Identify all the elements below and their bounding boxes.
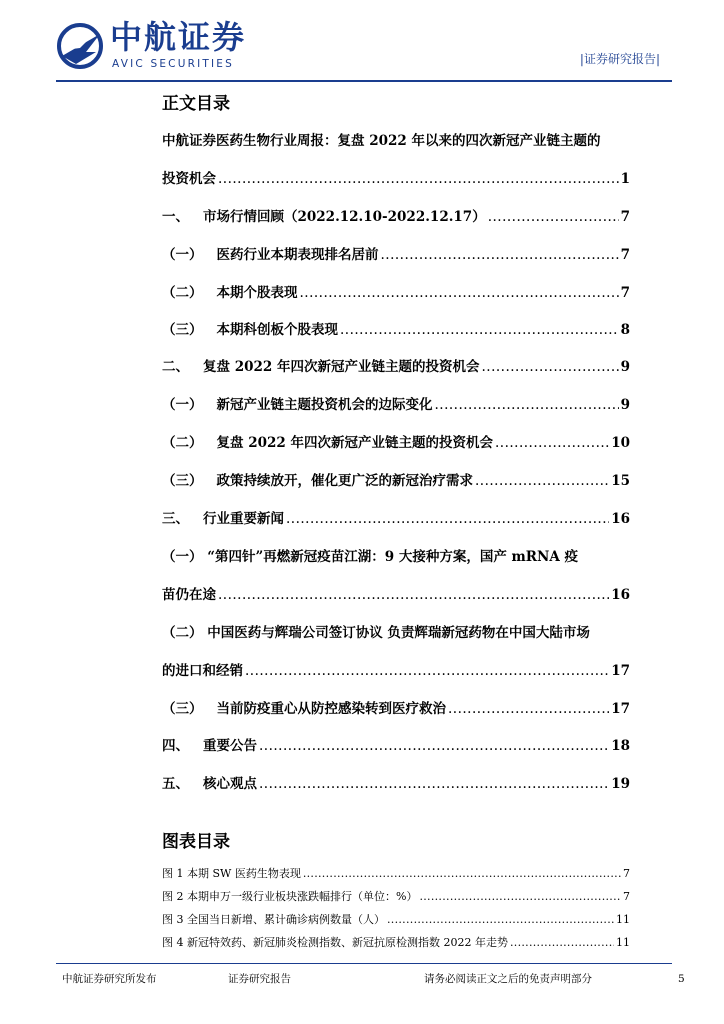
toc-entry-4[interactable] [162, 320, 630, 340]
dot-leader [488, 207, 619, 227]
toc-entry-label: 复盘 2022 年四次新冠产业链主题的投资机会 [216, 435, 493, 451]
toc-entry-13[interactable] [162, 736, 630, 756]
toc-entry-label: 核心观点 [203, 776, 257, 792]
toc-entry-11[interactable] [162, 661, 630, 681]
toc-entry-5[interactable] [162, 357, 630, 377]
toc-entry-0-line-1[interactable]: 中航证券医药生物行业周报：复盘 2022 年以来的四次新冠产业链主题的 [162, 133, 601, 149]
footer-report-type: 证券研究报告 [228, 973, 291, 985]
footer-divider [56, 963, 672, 964]
header-divider [56, 80, 672, 82]
page-number: 5 [678, 973, 685, 985]
toc-page-number: 9 [620, 397, 630, 413]
toc-entry-label: 行业重要新闻 [203, 511, 284, 527]
dot-leader [495, 433, 609, 453]
dot-leader [218, 585, 609, 605]
report-type-tag: |证券研究报告| [579, 52, 660, 66]
toc-entry-label: 市场行情回顾（2022.12.10-2022.12.17） [203, 209, 486, 225]
toc-entry-10-line-1[interactable]: （一） “第四针”再燃新冠疫苗江湖：9 大接种方案，国产 mRNA 疫 [162, 549, 579, 565]
toc-page-number: 19 [611, 776, 630, 792]
toc-page-number: 1 [620, 171, 630, 187]
toc-entry-number: 一、 [162, 209, 189, 225]
toc-entry-2[interactable] [162, 245, 630, 265]
toc-page-number: 17 [611, 701, 630, 717]
figure-entry-label: 图 4 新冠特效药、新冠肺炎检测指数、新冠抗原检测指数 2022 年走势 [162, 936, 508, 949]
dot-leader [419, 889, 621, 905]
logo-text-cn: 中航证券 [110, 18, 247, 56]
toc-entry-number: （三） [162, 322, 203, 338]
toc-entry-8[interactable] [162, 471, 630, 491]
toc-entry-number: （一） [162, 247, 203, 263]
toc-entry-label: 复盘 2022 年四次新冠产业链主题的投资机会 [203, 359, 480, 375]
figure-page-number: 7 [623, 890, 630, 903]
toc-page-number: 7 [620, 209, 630, 225]
logo-text-en: AVIC SECURITIES [112, 58, 234, 70]
toc-entry-1[interactable] [162, 207, 630, 227]
figure-entry-label: 图 3 全国当日新增、累计确诊病例数量（人） [162, 913, 385, 926]
figure-entry-label: 图 1 本期 SW 医药生物表现 [162, 867, 301, 880]
dot-leader [259, 774, 609, 794]
toc-page-number: 9 [620, 359, 630, 375]
toc-page-number: 17 [611, 663, 630, 679]
dot-leader [381, 245, 619, 265]
avic-logo-icon [56, 22, 106, 70]
toc-entry-label: 新冠产业链主题投资机会的边际变化 [216, 397, 433, 413]
toc-entry-12[interactable] [162, 699, 630, 719]
dot-leader [510, 935, 614, 951]
toc-entry-number: （二） [162, 285, 203, 301]
dot-leader [218, 169, 619, 189]
toc-entry-14[interactable] [162, 774, 630, 794]
toc-entry-label: 苗仍在途 [162, 587, 216, 603]
toc-entry-label: 本期科创板个股表现 [216, 322, 338, 338]
figure-page-number: 11 [616, 913, 630, 926]
figure-entry-label: 图 2 本期申万一级行业板块涨跌幅排行（单位：%） [162, 890, 418, 903]
toc-page-number: 7 [620, 285, 630, 301]
figure-entry-2[interactable] [162, 912, 630, 928]
toc-title: 正文目录 [162, 94, 230, 114]
toc-entry-9[interactable] [162, 509, 630, 529]
figure-entry-3[interactable] [162, 935, 630, 951]
dot-leader [435, 395, 619, 415]
toc-page-number: 15 [611, 473, 630, 489]
dot-leader [303, 866, 621, 882]
figure-page-number: 11 [616, 936, 630, 949]
toc-entry-label: 重要公告 [203, 738, 257, 754]
toc-entry-number: 五、 [162, 776, 189, 792]
dot-leader [387, 912, 614, 928]
toc-entry-11-line-1[interactable]: （二） 中国医药与辉瑞公司签订协议 负责辉瑞新冠药物在中国大陆市场 [162, 625, 590, 641]
toc-page-number: 10 [611, 435, 630, 451]
toc-entry-0[interactable] [162, 169, 630, 189]
dot-leader [286, 509, 609, 529]
toc-page-number: 16 [611, 587, 630, 603]
dot-leader [481, 357, 618, 377]
toc-entry-3[interactable] [162, 283, 630, 303]
dot-leader [259, 736, 609, 756]
toc-entry-7[interactable] [162, 433, 630, 453]
figure-page-number: 7 [623, 867, 630, 880]
toc-entry-number: 三、 [162, 511, 189, 527]
toc-entry-number: （一） [162, 397, 203, 413]
toc-page-number: 8 [620, 322, 630, 338]
page-header [0, 0, 724, 84]
toc-page-number: 16 [611, 511, 630, 527]
dot-leader [448, 699, 609, 719]
toc-entry-number: 四、 [162, 738, 189, 754]
figure-entry-0[interactable] [162, 866, 630, 882]
toc-entry-label: 政策持续放开，催化更广泛的新冠治疗需求 [216, 473, 473, 489]
toc-page-number: 18 [611, 738, 630, 754]
toc-page-number: 7 [620, 247, 630, 263]
toc-entry-10[interactable] [162, 585, 630, 605]
figures-title: 图表目录 [162, 832, 230, 852]
toc-entry-number: （三） [162, 701, 203, 717]
toc-entry-number: 二、 [162, 359, 189, 375]
toc-entry-6[interactable] [162, 395, 630, 415]
toc-entry-number: （三） [162, 473, 203, 489]
dot-leader [475, 471, 609, 491]
dot-leader [300, 283, 619, 303]
toc-entry-label: 本期个股表现 [216, 285, 298, 301]
figure-entry-1[interactable] [162, 889, 630, 905]
toc-entry-label: 医药行业本期表现排名居前 [216, 247, 379, 263]
toc-entry-label: 投资机会 [162, 171, 216, 187]
footer-disclaimer-note: 请务必阅读正文之后的免责声明部分 [424, 973, 592, 985]
toc-entry-label: 当前防疫重心从防控感染转到医疗救治 [216, 701, 446, 717]
toc-entry-label: 的进口和经销 [162, 663, 243, 679]
dot-leader [340, 320, 619, 340]
toc-entry-number: （二） [162, 435, 203, 451]
footer-publisher: 中航证券研究所发布 [62, 973, 157, 985]
dot-leader [245, 661, 609, 681]
